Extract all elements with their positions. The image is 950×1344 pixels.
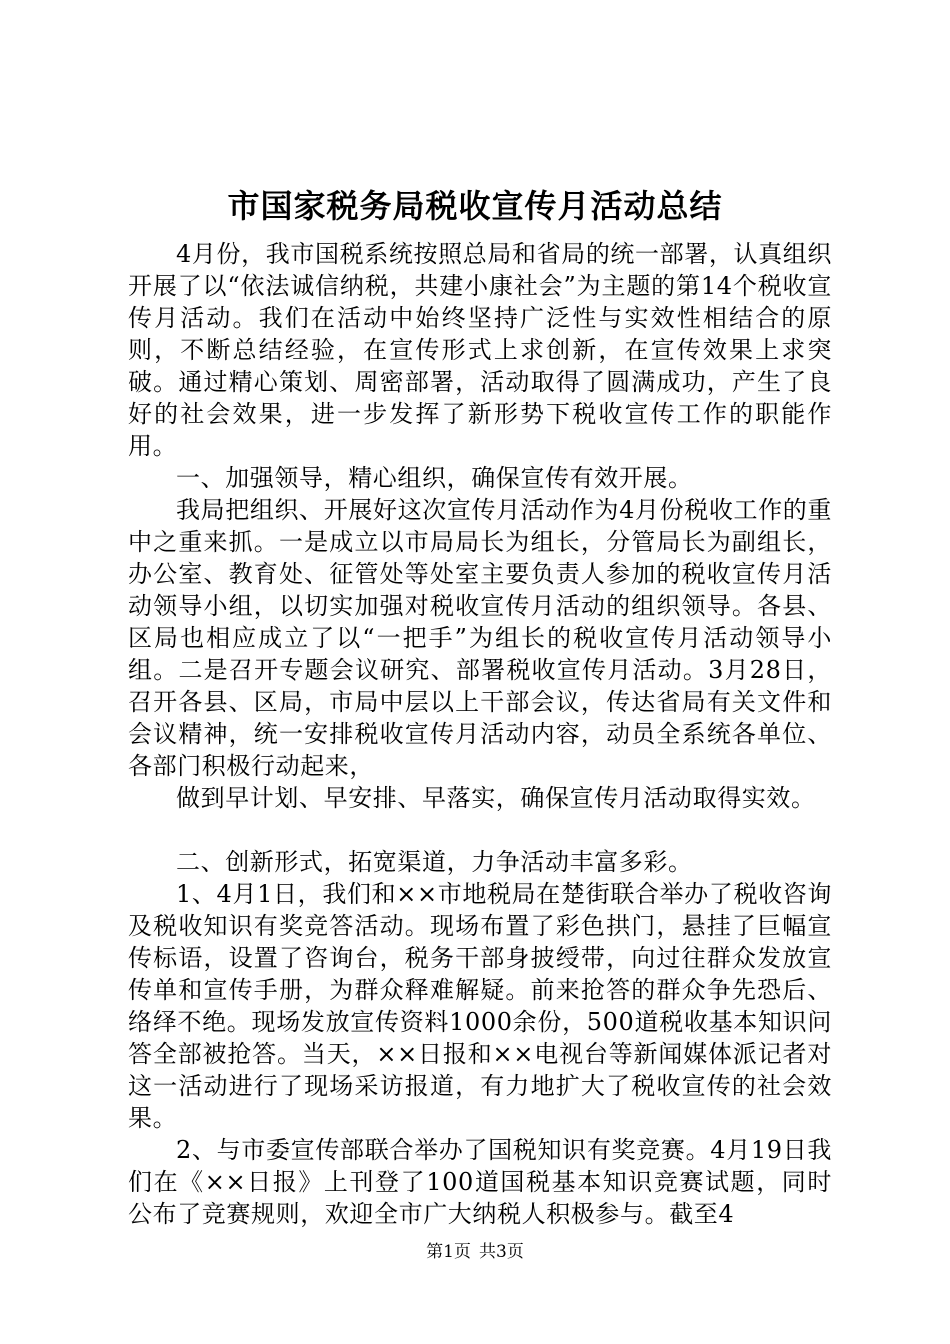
page-footer [0,1240,950,1264]
page-number: 第1页 [426,1242,471,1262]
heading-section-1: 一、加强领导，精心组织，确保宣传有效开展。 [176,464,693,492]
page-total: 共3页 [479,1242,524,1262]
document-body [128,238,832,1230]
paragraph-section-1: 我局把组织、开展好这次宣传月活动作为4月份税收工作的重中之重来抓。一是成立以市局局长为组长，分管局长为副组长，办公室、教育处、征管处等处室主要负责人参加的税收宣传月活动领导小组，以切实加强对税收宣传月活动的组织领导。各县、区局也相应成立了以“一把手”为组长的税收宣传月活动领导小组。二是召开专题会议研究、部署税收宣传月活动。3月28日，召开各县、区局，市局中层以上干部会议，传达省局有关文件和会议精神，统一安排税收宣传月活动内容，动员全系统各单位、各部门积极行动起来， [128,496,832,780]
document-title: 市国家税务局税收宣传月活动总结 [227,187,723,225]
paragraph-section-1-continued: 做到早计划、早安排、早落实，确保宣传月活动取得实效。 [176,784,816,812]
paragraph-item-2: 2、与市委宣传部联合举办了国税知识有奖竞赛。4月19日我们在《××日报》上刊登了100道国税基本知识竞赛试题，同时公布了竞赛规则，欢迎全市广大纳税人积极参与。截至4 [128,1136,832,1228]
paragraph-item-1: 1、4月1日，我们和××市地税局在楚街联合举办了税收咨询及税收知识有奖竞答活动。现场布置了彩色拱门，悬挂了巨幅宣传标语，设置了咨询台，税务干部身披绶带，向过往群众发放宣传单和宣传手册，为群众释难解疑。前来抢答的群众争先恐后、络绎不绝。现场发放宣传资料1000余份，500道税收基本知识问答全部被抢答。当天，××日报和××电视台等新闻媒体派记者对这一活动进行了现场采访报道，有力地扩大了税收宣传的社会效果。 [128,880,832,1132]
heading-section-2: 二、创新形式，拓宽渠道，力争活动丰富多彩。 [176,848,693,876]
paragraph-intro: 4月份，我市国税系统按照总局和省局的统一部署，认真组织开展了以“依法诚信纳税，共建小康社会”为主题的第14个税收宣传月活动。我们在活动中始终坚持广泛性与实效性相结合的原则，不断总结经验，在宣传形式上求创新，在宣传效果上求突破。通过精心策划、周密部署，活动取得了圆满成功，产生了良好的社会效果，进一步发挥了新形势下税收宣传工作的职能作用。 [128,240,832,460]
